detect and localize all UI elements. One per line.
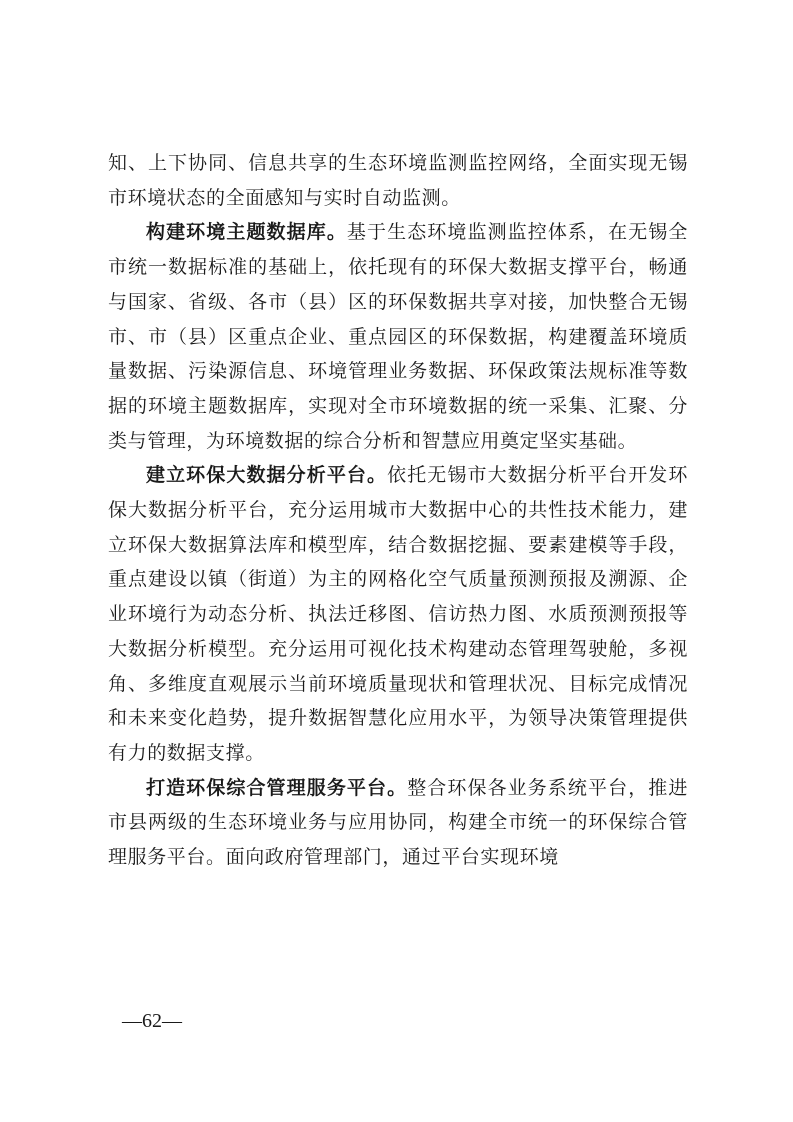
page-number: —62—: [122, 1010, 182, 1032]
paragraph-text: 知、上下协同、信息共享的生态环境监测监控网络，全面实现无锡市环境状态的全面感知与实时自动监测。: [108, 152, 688, 209]
paragraph-big-data-platform: [108, 458, 688, 770]
paragraph-management-platform: [108, 771, 688, 875]
paragraph-heading: 建立环保大数据分析平台。: [146, 464, 388, 487]
paragraph-theme-database: [108, 215, 688, 458]
paragraph-text: 基于生态环境监测监控体系，在无锡全市统一数据标准的基础上，依托现有的环保大数据支撑平台，畅通与国家、省级、各市（县）区的环保数据共享对接，加快整合无锡市、市（县）区重点企业、重点园区的环保数据，构建覆盖环境质量数据、污染源信息、环境管理业务数据、环保政策法规标准等数据的环境主题数据库，实现对全市环境数据的统一采集、汇聚、分类与管理，为环境数据的综合分析和智慧应用奠定坚实基础。: [108, 221, 688, 452]
paragraph-text: 依托无锡市大数据分析平台开发环保大数据分析平台，充分运用城市大数据中心的共性技术能力，建立环保大数据算法库和模型库，结合数据挖掘、要素建模等手段，重点建设以镇（街道）为主的网格化空气质量预测预报及溯源、企业环境行为动态分析、执法迁移图、信访热力图、水质预测预报等大数据分析模型。充分运用可视化技术构建动态管理驾驶舱，多视角、多维度直观展示当前环境质量现状和管理状况、目标完成情况和未来变化趋势，提升数据智慧化应用水平，为领导决策管理提供有力的数据支撑。: [108, 464, 688, 764]
paragraph-heading: 打造环保综合管理服务平台。: [146, 776, 408, 799]
paragraph-heading: 构建环境主题数据库。: [146, 221, 347, 244]
body-text: [108, 146, 688, 875]
paragraph-continuation: [108, 146, 688, 215]
paragraph-text: 整合环保各业务系统平台，推进市县两级的生态环境业务与应用协同，构建全市统一的环保综合管理服务平台。面向政府管理部门，通过平台实现环境: [108, 776, 688, 869]
